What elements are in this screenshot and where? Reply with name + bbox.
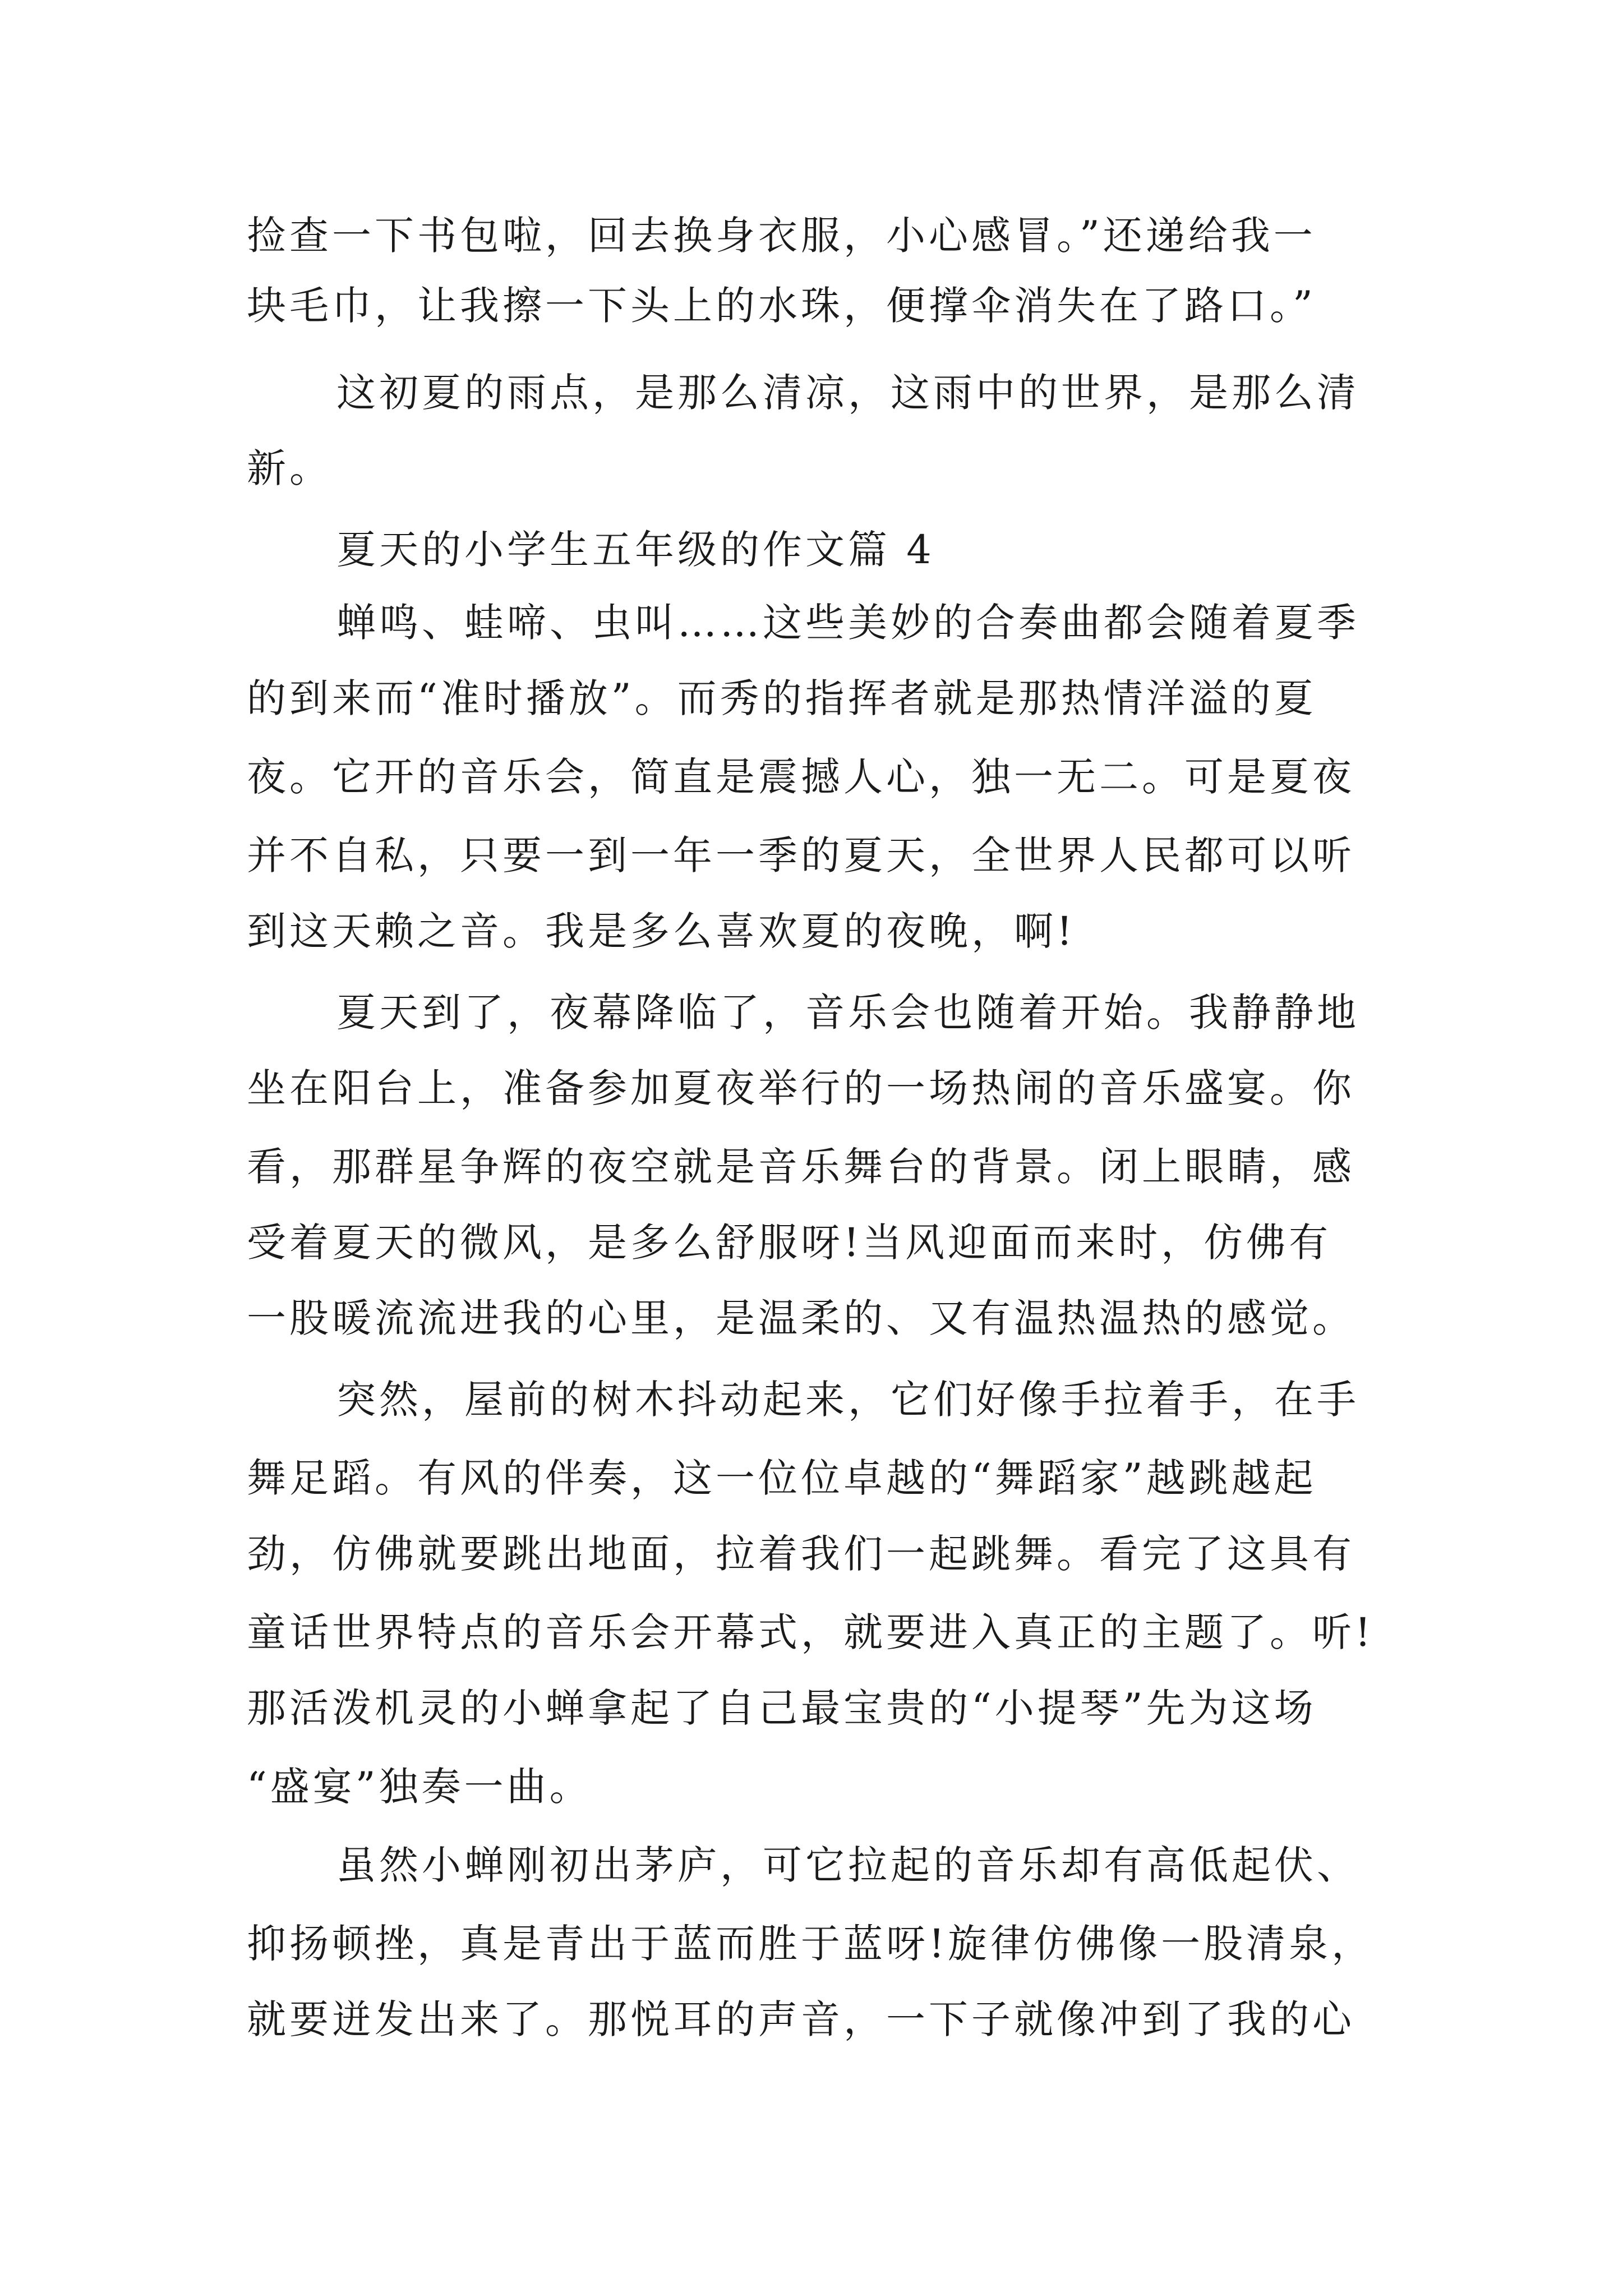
text-line: 一股暖流流进我的心里，是温柔的、又有温热温热的感觉。 xyxy=(247,1295,1355,1341)
text-line: 童话世界特点的音乐会开幕式，就要进入真正的主题了。听! xyxy=(247,1609,1375,1655)
text-line: “盛宴”独奏一曲。 xyxy=(247,1764,592,1810)
text-line: 新。 xyxy=(247,445,332,491)
text-line: 块毛巾，让我擦一下头上的水珠，便撑伞消失在了路口。” xyxy=(247,283,1316,329)
text-line: 虽然小蝉刚初出茅庐，可它拉起的音乐却有高低起伏、 xyxy=(336,1842,1359,1888)
text-line: 蝉鸣、蛙啼、虫叫……这些美妙的合奏曲都会随着夏季 xyxy=(336,600,1359,646)
text-line: 并不自私，只要一到一年一季的夏天，全世界人民都可以听 xyxy=(247,832,1355,878)
text-line: 舞足蹈。有风的伴奏，这一位位卓越的“舞蹈家”越跳越起 xyxy=(247,1455,1317,1501)
section-heading: 夏天的小学生五年级的作文篇 4 xyxy=(336,527,935,573)
text-line: 这初夏的雨点，是那么清凉，这雨中的世界，是那么清 xyxy=(336,370,1359,416)
text-line: 劲，仿佛就要跳出地面，拉着我们一起跳舞。看完了这具有 xyxy=(247,1531,1355,1577)
text-line: 的到来而“准时播放”。而秀的指挥者就是那热情洋溢的夏 xyxy=(247,675,1317,721)
text-line: 那活泼机灵的小蝉拿起了自己最宝贵的“小提琴”先为这场 xyxy=(247,1685,1317,1731)
text-line: 到这天赖之音。我是多么喜欢夏的夜晚，啊! xyxy=(247,908,1076,954)
text-line: 坐在阳台上，准备参加夏夜举行的一场热闹的音乐盛宴。你 xyxy=(247,1065,1355,1111)
text-line: 抑扬顿挫，真是青出于蓝而胜于蓝呀!旋律仿佛像一股清泉， xyxy=(247,1921,1375,1967)
text-line: 看，那群星争辉的夜空就是音乐舞台的背景。闭上眼睛，感 xyxy=(247,1144,1355,1190)
text-line: 夜。它开的音乐会，简直是震撼人心，独一无二。可是夏夜 xyxy=(247,754,1355,800)
text-line: 就要迸发出来了。那悦耳的声音，一下子就像冲到了我的心 xyxy=(247,1996,1355,2042)
text-line: 捡查一下书包啦，回去换身衣服，小心感冒。”还递给我一 xyxy=(247,213,1316,259)
text-line: 突然，屋前的树木抖动起来，它们好像手拉着手，在手 xyxy=(336,1377,1359,1423)
text-line: 受着夏天的微风，是多么舒服呀!当风迎面而来时，仿佛有 xyxy=(247,1220,1332,1266)
text-line: 夏天到了，夜幕降临了，音乐会也随着开始。我静静地 xyxy=(336,990,1359,1036)
